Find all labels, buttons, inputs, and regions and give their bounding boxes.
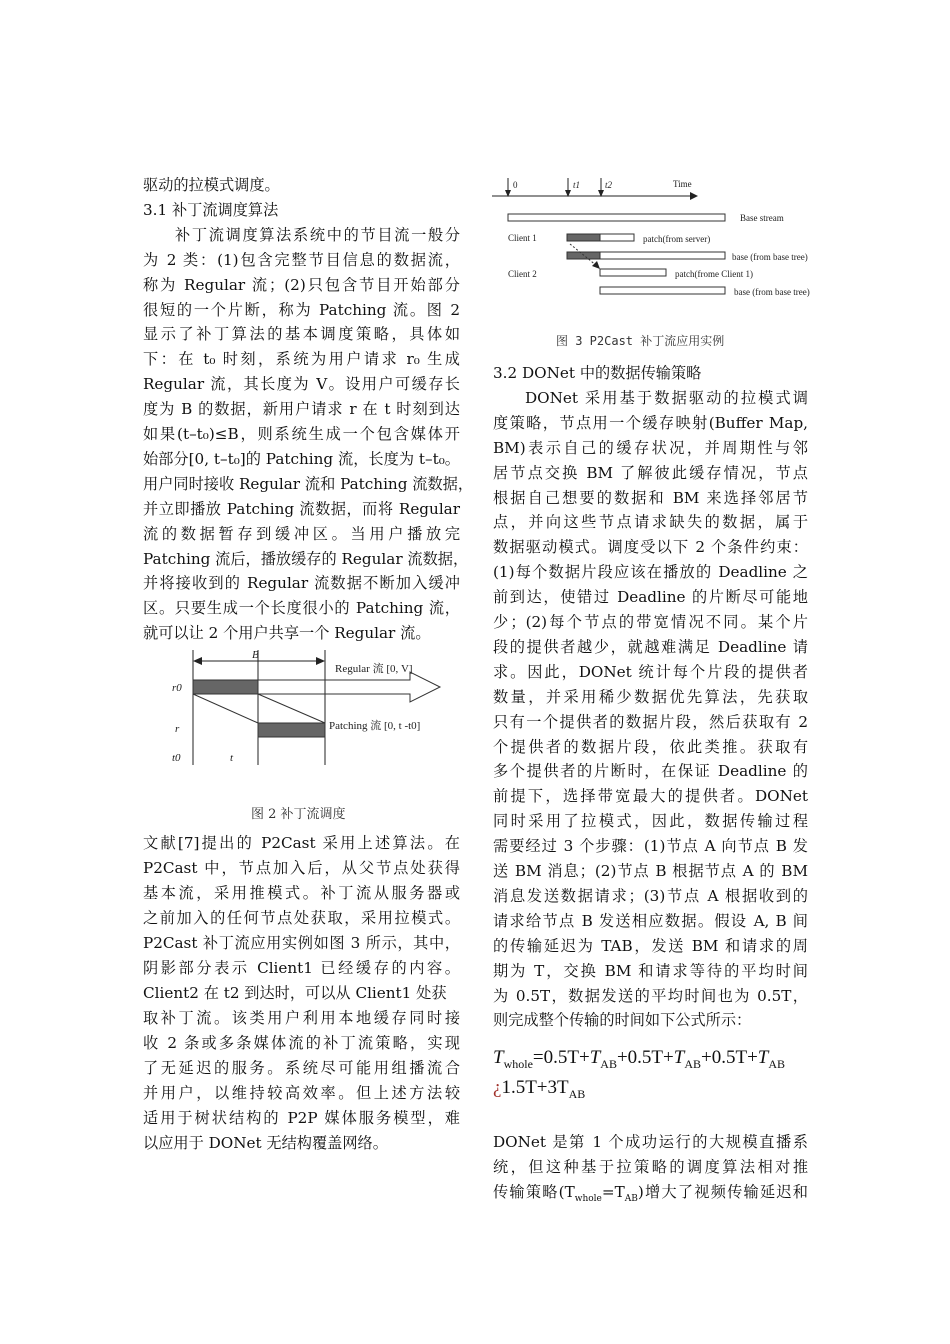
label-t: t xyxy=(230,752,234,764)
formula-glyph: ¿ xyxy=(493,1077,502,1098)
label-patch-server: patch(from server) xyxy=(643,234,711,244)
text-line: P2Cast 补丁流应用实例如图 3 所示，其中， xyxy=(143,933,460,952)
text-line: 度为 B 的数据，新用户请求 r 在 t 时刻到达 xyxy=(143,400,460,419)
subscript: whole xyxy=(574,1194,602,1205)
formula-subscript: AB xyxy=(600,1056,617,1071)
label-patching: Patching 流 [0, t -t0] xyxy=(329,720,421,732)
label-r0: r0 xyxy=(172,682,182,694)
text-line: 并立即播放 Patching 流数据，而将 Regular xyxy=(143,499,460,518)
text-line: 居节点交换 BM 了解彼此缓存情况，节点 xyxy=(493,463,808,482)
text-line: 同时采用了拉模式，因此，数据传输过程 xyxy=(493,812,808,831)
text-line xyxy=(493,1182,808,1205)
text-line: 下：在 t₀ 时刻，系统为用户请求 r₀ 生成 xyxy=(143,350,460,369)
text-line: 则完成整个传输的时间如下公式所示： xyxy=(493,1011,752,1030)
text-line: 点，并向这些节点请求缺失的数据，属于 xyxy=(493,513,808,532)
label-client2: Client 2 xyxy=(508,269,537,279)
text-line: 3.1 补丁流调度算法 xyxy=(143,200,279,219)
text-part: =T xyxy=(601,1183,625,1201)
text-line: 请求给节点 B 发送相应数据。假设 A, B 间 xyxy=(493,911,808,930)
text-line: 如果(t–t₀)≤B，则系统生成一个包含媒体开 xyxy=(143,425,460,443)
formula-line-2 xyxy=(493,1077,585,1102)
label-r: r xyxy=(175,723,180,735)
formula-part: =0.5T+ xyxy=(532,1047,590,1068)
label-B: B xyxy=(252,649,259,661)
text-line: 驱动的拉模式调度。 xyxy=(143,176,280,194)
text-line: 少；(2)每个节点的带宽情况不同。某个片 xyxy=(493,613,808,631)
text-line: DONet 是第 1 个成功运行的大规模直播系 xyxy=(493,1133,808,1151)
formula-part: 1.5T+3T xyxy=(501,1077,569,1098)
text-line: 的传输延迟为 TAB，发送 BM 和请求的周 xyxy=(493,936,808,955)
text-line: 为 0.5T，数据发送的平均时间也为 0.5T， xyxy=(493,986,808,1005)
formula-symbol: T xyxy=(673,1047,685,1068)
label-patch-client1: patch(frome Client 1) xyxy=(675,269,753,279)
text-line: 就可以让 2 个用户共享一个 Regular 流。 xyxy=(143,624,431,643)
figure-3-p2cast-diagram xyxy=(480,170,820,305)
text-line: 为 2 类：(1)包含完整节目信息的数据流， xyxy=(143,250,460,269)
formula-line-1 xyxy=(493,1047,785,1072)
text-line: 了无延迟的服务。系统尽可能用组播流合 xyxy=(143,1058,460,1077)
text-line: 用户同时接收 Regular 流和 Patching 流数据， xyxy=(143,474,474,493)
text-line: 之前加入的任何节点处获取，采用拉模式。 xyxy=(143,908,460,927)
text-line: 收 2 条或多条媒体流的补丁流策略，实现 xyxy=(143,1033,460,1052)
text-line: 段的提供者越少，就越难满足 Deadline 请 xyxy=(493,637,808,656)
text-line: 数量，并采用稀少数据优先算法，先获取 xyxy=(493,687,808,706)
subscript: AB xyxy=(624,1194,638,1205)
text-line: 流的数据暂存到缓冲区。当用户播放完 xyxy=(143,524,460,543)
text-line: 数据驱动模式。调度受以下 2 个条件约束： xyxy=(493,538,808,557)
text-line: (1)每个数据片段应该在播放的 Deadline 之 xyxy=(493,563,808,582)
text-line: 适用于树状结构的 P2P 媒体服务模型，难 xyxy=(143,1108,460,1127)
text-line: 根据自己想要的数据和 BM 来选择邻居节 xyxy=(493,488,808,507)
tick-t2: t2 xyxy=(605,180,613,190)
text-part: )增大了视频传输延迟和 xyxy=(637,1183,808,1201)
label-t0: t0 xyxy=(172,752,181,764)
formula-part: +0.5T+ xyxy=(616,1047,674,1068)
text-line: P2Cast 中，节点加入后，从父节点处获得 xyxy=(143,858,460,877)
text-part: 传输策略(T xyxy=(493,1183,575,1201)
text-line: 前提下，选择带宽最大的提供者。DONet xyxy=(493,787,808,806)
text-line: 度策略，节点用一个缓存映射(Buffer Map, xyxy=(493,413,808,432)
text-line: BM)表示自己的缓存状况，并周期性与邻 xyxy=(493,438,808,457)
formula-part: +0.5T+ xyxy=(701,1047,758,1068)
text-line: 消息发送数据请求；(3)节点 A 根据收到的 xyxy=(493,886,808,905)
text-line: 补丁流调度算法系统中的节目流一般分 xyxy=(175,225,460,244)
tick-t1: t1 xyxy=(573,180,581,190)
tick-0: 0 xyxy=(513,180,518,190)
formula-subscript: AB xyxy=(568,1086,586,1101)
figure-2-caption: 图 2 补丁流调度 xyxy=(251,807,346,822)
text-line: 显示了补丁算法的基本调度策略，具体如 xyxy=(143,325,460,344)
text-line: 文献[7]提出的 P2Cast 采用上述算法。在 xyxy=(143,834,460,852)
text-line: Regular 流，其长度为 V。设用户可缓存长 xyxy=(143,375,460,394)
text-line: 送 BM 消息；(2)节点 B 根据节点 A 的 BM xyxy=(493,862,808,880)
text-line: 前到达，使错过 Deadline 的片断尽可能地 xyxy=(493,588,808,607)
text-line: 阴影部分表示 Client1 已经缓存的内容。 xyxy=(143,958,460,977)
label-time: Time xyxy=(673,179,692,189)
text-line: 个提供者的数据片段，依此类推。获取有 xyxy=(493,737,808,756)
text-line: 以应用于 DONet 无结构覆盖网络。 xyxy=(143,1133,388,1152)
label-base-tree-2: base (from base tree) xyxy=(734,287,810,297)
text-line: 取补丁流。该类用户利用本地缓存同时接 xyxy=(143,1008,460,1027)
text-line: 需要经过 3 个步骤：(1)节点 A 向节点 B 发 xyxy=(493,837,808,856)
text-line: 始部分[0, t–t₀]的 Patching 流，长度为 t–t₀。 xyxy=(143,449,460,468)
label-regular: Regular 流 [0, V] xyxy=(335,663,413,675)
text-line: 称为 Regular 流；(2)只包含节目开始部分 xyxy=(143,275,460,294)
text-line: 并用户，以维持较高效率。但上述方法较 xyxy=(143,1083,460,1102)
label-base-tree-1: base (from base tree) xyxy=(732,252,808,262)
label-base-stream: Base stream xyxy=(740,213,784,223)
text-line: DONet 采用基于数据驱动的拉模式调 xyxy=(525,388,808,407)
formula-subscript: AB xyxy=(684,1056,701,1071)
text-line: 并将接收到的 Regular 流数据不断加入缓冲 xyxy=(143,574,460,593)
text-line: 多个提供者的片断时，在保证 Deadline 的 xyxy=(493,762,808,781)
text-line: 统，但这种基于拉策略的调度算法相对推 xyxy=(493,1158,808,1176)
text-line: 区。只要生成一个长度很小的 Patching 流， xyxy=(143,599,460,618)
figure-3-caption: 图 3 P2Cast 补丁流应用实例 xyxy=(556,334,725,348)
text-line: 3.2 DONet 中的数据传输策略 xyxy=(493,364,702,382)
text-line: 很短的一个片断，称为 Patching 流。图 2 xyxy=(143,300,460,319)
text-line: 基本流，采用推模式。补丁流从服务器或 xyxy=(143,883,460,902)
text-line: 期为 T，交换 BM 和请求等待的平均时间 xyxy=(493,961,808,980)
text-line: 求。因此，DONet 统计每个片段的提供者 xyxy=(493,662,808,681)
text-line: Client2 在 t2 到达时，可以从 Client1 处获 xyxy=(143,983,447,1002)
formula-symbol: T xyxy=(589,1047,601,1068)
text-line: Patching 流后，播放缓存的 Regular 流数据， xyxy=(143,549,469,568)
figure-2-patching-diagram xyxy=(160,645,460,785)
formula-symbol: T xyxy=(493,1047,504,1068)
text-line: 只有一个提供者的数据片段，然后获取有 2 xyxy=(493,712,808,731)
label-client1: Client 1 xyxy=(508,233,537,243)
formula-subscript: AB xyxy=(768,1056,786,1071)
formula-subscript: whole xyxy=(503,1056,533,1071)
formula-symbol: T xyxy=(757,1047,769,1068)
